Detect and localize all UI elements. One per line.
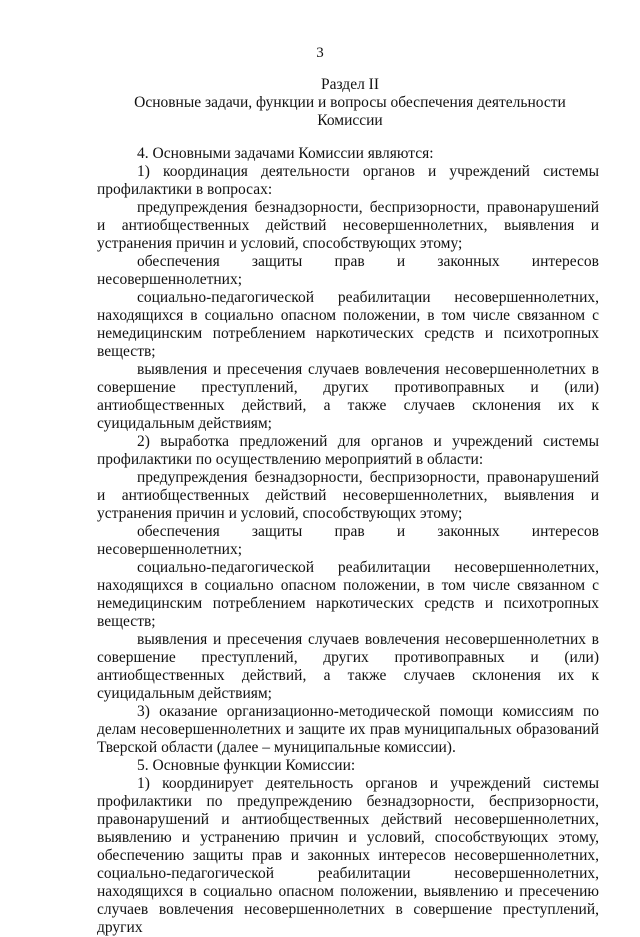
section-header: [80, 76, 620, 130]
section-label: Раздел II: [320, 76, 380, 93]
paragraph: 1) координирует деятельность органов и учреждений системы профилактики по предупреждению безнадзорности, беспризорности, правонарушений и антиобщественных действий несовершеннолетних, выявлению и устранению причин и условий, способствующих этому, обеспечению защиты прав и законных интересов несовершеннолетних, социально-педагогической реабилитации несовершеннолетних, находящихся в социально опасном положении, выявлению и пресечению случаев вовлечения несовершеннолетних в совершение преступлений, других: [97, 775, 599, 936]
paragraph: 5. Основные функции Комиссии:: [137, 757, 356, 774]
paragraph: обеспечения защиты прав и законных интересов несовершеннолетних;: [97, 523, 599, 558]
paragraph: 2) выработка предложений для органов и учреждений системы профилактики по осуществлению мероприятий в области:: [97, 433, 599, 468]
paragraph: обеспечения защиты прав и законных интересов несовершеннолетних;: [97, 253, 599, 288]
paragraph: 3) оказание организационно-методической помощи комиссиям по делам несовершеннолетних и защите их прав муниципальных образований Тверской области (далее – муниципальные комиссии).: [97, 703, 599, 756]
paragraph: социально-педагогической реабилитации несовершеннолетних, находящихся в социально опасном положении, в том числе связанном с немедицинским потреблением наркотических средств и психотропных веществ;: [97, 289, 599, 360]
paragraph: предупреждения безнадзорности, беспризорности, правонарушений и антиобщественных действий несовершеннолетних, выявления и устранения причин и условий, способствующих этому;: [97, 469, 599, 522]
paragraph: выявления и пресечения случаев вовлечения несовершеннолетних в совершение преступлений, других противоправных и (или) антиобщественных действий, а также случаев склонения их к суицидальным действиям;: [97, 631, 599, 702]
document-body: [97, 145, 599, 937]
paragraph: 4. Основными задачами Комиссии являются:: [137, 145, 434, 162]
section-title-line-1: Основные задачи, функции и вопросы обеспечения деятельности: [134, 94, 566, 111]
paragraph: выявления и пресечения случаев вовлечения несовершеннолетних в совершение преступлений, других противоправных и (или) антиобщественных действий, а также случаев склонения их к суицидальным действиям;: [97, 361, 599, 432]
paragraph: социально-педагогической реабилитации несовершеннолетних, находящихся в социально опасном положении, в том числе связанном с немедицинским потреблением наркотических средств и психотропных веществ;: [97, 559, 599, 630]
section-title-line-2: Комиссии: [317, 112, 383, 129]
page-number: 3: [316, 45, 324, 61]
paragraph: предупреждения безнадзорности, беспризорности, правонарушений и антиобщественных действий несовершеннолетних, выявления и устранения причин и условий, способствующих этому;: [97, 199, 599, 252]
paragraph: 1) координация деятельности органов и учреждений системы профилактики в вопросах:: [97, 163, 599, 198]
